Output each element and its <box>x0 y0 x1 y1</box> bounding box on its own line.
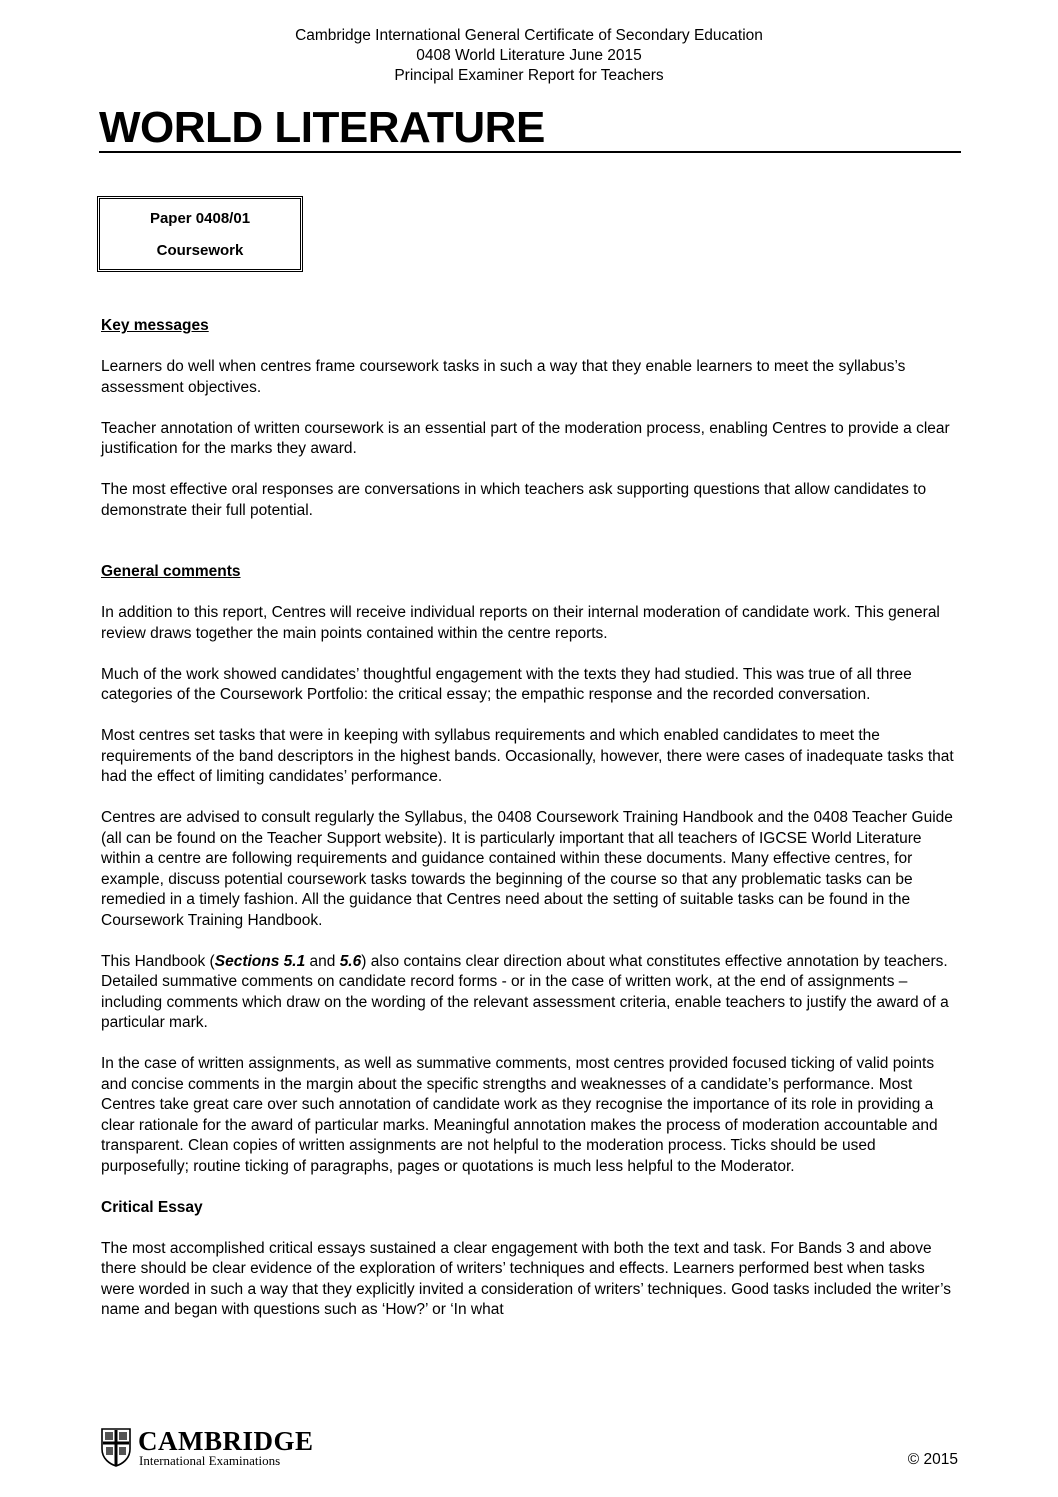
general-comment-paragraph: In the case of written assignments, as well as summative comments, most centres provided focused ticking of valid points and concise comments in the margin about the specific strengths and weaknesses of a candidate’s performance. Most Centres take great care over such annotation of candidate work as they recognise the importance of its role in providing a clear rationale for the award of particular marks. Meaningful annotation makes the process of moderation accountable and transparent. Clean copies of written assignments are not helpful to the moderation process. Ticks should be used purposefully; routine ticking of paragraphs, pages or quotations is much less helpful to the Moderator. <box>101 1055 938 1175</box>
paper-name: Coursework <box>156 242 244 259</box>
page-title: WORLD LITERATURE <box>99 103 545 152</box>
cambridge-crest-icon <box>100 1427 132 1467</box>
report-header <box>0 26 1058 86</box>
report-body <box>101 316 961 1341</box>
general-comment-paragraph: Most centres set tasks that were in keeping with syllabus requirements and which enabled candidates to meet the requirements of the band descriptors in the highest bands. Occasionally, however, there were cases of inadequate tasks that had the effect of limiting candidates’ performance. <box>101 727 954 785</box>
general-comment-paragraph: Centres are advised to consult regularly the Syllabus, the 0408 Coursework Training Handbook and the 0408 Teacher Guide (all can be found on the Teacher Support website). It is particularly important that all teachers of IGCSE World Literature within a centre are following requirements and guidance contained within these documents. Many effective centres, for example, discuss potential coursework tasks towards the beginning of the course so that any problematic tasks can be remedied in a timely fashion. All the guidance that Centres need about the setting of suitable tasks can be found in the Coursework Training Handbook. <box>101 809 953 929</box>
section-gap <box>101 542 961 563</box>
handbook-text-and: and <box>305 952 340 970</box>
key-messages-heading: Key messages <box>101 317 209 334</box>
general-comment-paragraph: In addition to this report, Centres will receive individual reports on their internal moderation of candidate work. This general review draws together the main points contained within the centre reports. <box>101 604 940 642</box>
title-divider <box>99 151 961 153</box>
header-line-2: 0408 World Literature June 2015 <box>416 47 642 64</box>
general-comments-heading: General comments <box>101 563 241 580</box>
logo-subtitle: International Examinations <box>139 1453 281 1468</box>
logo-name: CAMBRIDGE <box>138 1426 314 1456</box>
key-message-paragraph: Teacher annotation of written coursework is an essential part of the moderation process, enabling Centres to provide a clear justification for the marks they award. <box>101 419 950 457</box>
header-line-1: Cambridge International General Certificate of Secondary Education <box>295 27 763 44</box>
header-line-3: Principal Examiner Report for Teachers <box>394 67 664 84</box>
critical-essay-paragraph: The most accomplished critical essays sustained a clear engagement with both the text and task. For Bands 3 and above there should be clear evidence of the exploration of writers’ techniques and effects. Learners performed best when tasks were worded in such a way that they explicitly invited a consideration of writers’ techniques. Good tasks included the writer’s name and began with questions such as ‘How?’ or ‘In what <box>101 1239 952 1318</box>
section-ref-5-6: 5.6 <box>339 952 362 970</box>
paper-box <box>97 196 303 272</box>
cambridge-logo <box>100 1427 320 1471</box>
handbook-text-before: This Handbook ( <box>101 952 215 970</box>
critical-essay-heading: Critical Essay <box>101 1198 203 1216</box>
general-comment-paragraph: Much of the work showed candidates’ thoughtful engagement with the texts they had studied. This was true of all three categories of the Coursework Portfolio: the critical essay; the empathic response and the recorded conversation. <box>101 665 912 703</box>
key-message-paragraph: Learners do well when centres frame coursework tasks in such a way that they enable learners to meet the syllabus’s assessment objectives. <box>101 358 906 396</box>
key-message-paragraph: The most effective oral responses are conversations in which teachers ask supporting questions that allow candidates to demonstrate their full potential. <box>101 481 927 519</box>
section-ref-5-1: Sections 5.1 <box>214 952 306 970</box>
copyright: © 2015 <box>907 1451 958 1468</box>
handbook-paragraph <box>101 952 961 1034</box>
paper-code: Paper 0408/01 <box>149 210 251 227</box>
handbook-text-after: ) also contains clear direction about what constitutes effective annotation by teachers. Detailed summative comments on candidate record forms - or in the case of written work, at the end of assignments – including comments which draw on the wording of the relevant assessment criteria, enable teachers to justify the award of a particular mark. <box>101 952 949 1031</box>
